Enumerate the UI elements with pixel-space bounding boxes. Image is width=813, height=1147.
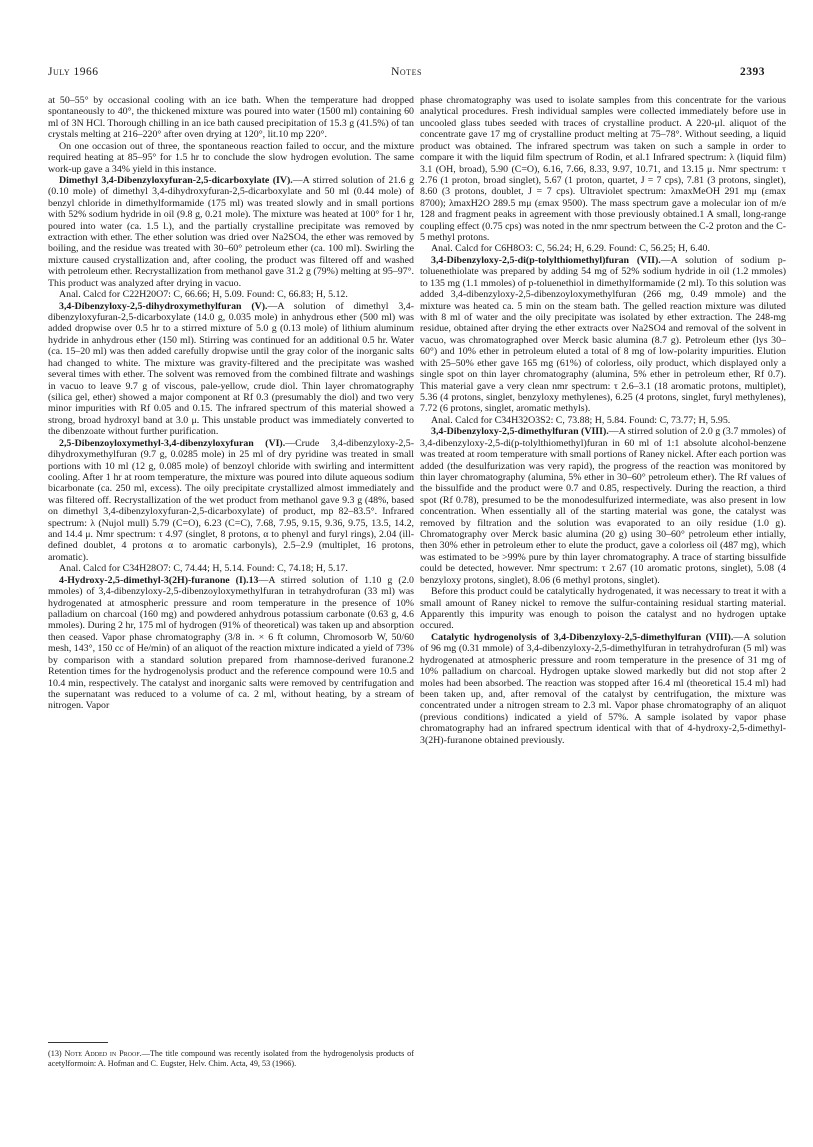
footnote-label: (13) Note Added in Proof.	[48, 1049, 142, 1058]
right-column	[420, 95, 786, 746]
section-heading: 3,4-Dibenzyloxy-2,5-dimethylfuran (VIII).	[431, 426, 609, 438]
left-column-paragraph	[48, 95, 414, 141]
left-column-paragraph	[48, 175, 414, 289]
paragraph-text: Anal. Calcd for C34H28O7: C, 74.44; H, 5.14. Found: C, 74.18; H, 5.17.	[59, 563, 348, 575]
right-column-paragraph	[420, 255, 786, 415]
left-column-paragraph	[48, 575, 414, 712]
paragraph-text: Anal. Calcd for C6H8O3: C, 56.24; H, 6.29. Found: C, 56.25; H, 6.40.	[431, 243, 710, 255]
right-column-paragraph	[420, 426, 786, 586]
paragraph-text: —A solution of 96 mg (0.31 mmole) of 3,4-dibenzyloxy-2,5-dimethylfuran in tetrahydrofuran (5 ml) was hydrogenated at atmospheric pressure and room temperature in the presence of 31 mg of 10% palladium on charcoal. Hydrogen uptake slowed markedly but did not stop after 2 moles had been absorbed. The reaction was stopped after 16.4 ml (theoretical 15.4 ml) had been taken up, and, after removal of the catalyst by centrifugation, the mixture was concentrated under a nitrogen stream to 2.3 ml. Vapor phase chromatography of an aliquot (previous conditions) indicated a yield of 57%. A sample isolated by vapor phase chromatography had an infrared spectrum identical with that of 4-hydroxy-2,5-dimethyl-3(2H)-furanone obtained previously.	[420, 631, 786, 746]
footnote-text: —The title compound was recently isolated from the hydrogenolysis products of acetylformoin: A. Hofman and C. Eugster, Helv. Chim. Acta, 49, 53 (1966).	[48, 1049, 414, 1068]
paragraph-text: —A stirred solution of 21.6 g (0.10 mole) of dimethyl 3,4-dihydroxyfuran-2,5-dicarboxylate and 50 ml (0.44 mole) of benzyl chloride in dimethylformamide (175 ml) was treated slowly and in small portions with 52% sodium hydride in oil (9.8 g, 0.21 mole). The mixture was heated at 100° for 1 hr, poured into water (ca. 1.5 l.), and the partially crystalline precipitate was removed by extraction with ether. The ether solution was dried over Na2SO4, the ether was removed by boiling, and the residue was treated with 30–60° petroleum ether (ca. 100 ml). Swirling the mixture caused crystallization and, after cooling, the product was filtered off and washed with petroleum ether. Recrystallization from methanol gave 31.2 g (79%) melting at 95–97°. This product was analyzed after drying in vacuo.	[48, 174, 414, 289]
paragraph-text: —A stirred solution of 2.0 g (3.7 mmoles) of 3,4-dibenzyloxy-2,5-di(p-tolylthiomethyl)furan in 60 ml of 1:1 absolute alcohol-benzene was treated at room temperature with small portions of Raney nickel. After each portion was added (the desulfurization was very rapid), the progress of the reaction was monitored by thin layer chromatography (alumina, 5% ether in 30–60° petroleum ether). The Rf values of the bissulfide and the product were 0.7 and 0.85, respectively. During the reaction, a third spot (Rf 0.78), presumed to be the monodesulfurized intermediate, was also present in low concentration. When essentially all of the starting material was gone, the catalyst was removed by filtration and the solution was evaporated to an oily residue (1.0 g). Chromatography over Merck basic alumina (20 g) using 30–60° petroleum ether intially, then 30% ether in petroleum ether to elute the product, gave a colorless oil (487 mg), which was estimated to be >99% pure by thin layer chromatography. A trace of starting bissulfide could be detected, however. Nmr spectrum: τ 2.67 (10 aromatic protons, singlet), 5.08 (4 benzyloxy protons, singlet), 8.06 (6 methyl protons, singlet).	[420, 426, 787, 586]
section-heading: 2,5-Dibenzoyloxymethyl-3,4-dibenzyloxyfuran (VI).	[59, 437, 286, 449]
left-column-paragraph	[48, 289, 414, 300]
section-heading: 4-Hydroxy-2,5-dimethyl-3(2H)-furanone (I).13	[59, 574, 259, 586]
paragraph-text: On one occasion out of three, the spontaneous reaction failed to occur, and the mixture required heating at 85–95° for 1.5 hr to conclude the slow hydrogen evolution. The same work-up gave a 34% yield in this instance.	[48, 140, 414, 175]
right-column-paragraph	[420, 586, 786, 632]
paragraph-text: Anal. Calcd for C34H32O3S2: C, 73.88; H, 5.84. Found: C, 73.77; H, 5.95.	[431, 414, 731, 426]
paragraph-text: —Crude 3,4-dibenzyloxy-2,5-dihydroxymethylfuran (9.7 g, 0.0285 mole) in 25 ml of dry pyridine was treated in small portions with 10 ml (12 g, 0.085 mole) of benzoyl chloride with swirling and intermittent cooling. After 1 hr at room temperature, the mixture was poured into dilute aqueous sodium bicarbonate (ca. 250 ml, excess). The oily precipitate crystallized almost immediately and was filtered off. Recrystallization of the wet product from methanol gave 9.3 g (48%, based on dimethyl 3,4-dibenzyloxyfuran-2,5-dicarboxylate) of product, mp 82–83.5°. Infrared spectrum: λ (Nujol mull) 5.79 (C=O), 6.23 (C=C), 7.68, 7.95, 9.15, 9.36, 9.75, 13.5, 14.2, and 14.4 μ. Nmr spectrum: τ 4.97 (singlet, 8 protons, α to phenyl and furyl rings), 2.04 (ill-defined doublet, 4 protons α to aromatic carbonyls), 2.5–2.9 (multiplet, 16 protons, aromatic).	[48, 437, 414, 563]
left-column-paragraph	[48, 141, 414, 175]
section-heading: Dimethyl 3,4-Dibenzyloxyfuran-2,5-dicarboxylate (IV).	[59, 174, 293, 186]
footnote	[48, 1049, 414, 1069]
paragraph-text: Anal. Calcd for C22H20O7: C, 66.66; H, 5.09. Found: C, 66.83; H, 5.12.	[59, 289, 348, 301]
header-section: Notes	[391, 66, 422, 78]
right-column-paragraph	[420, 243, 786, 254]
left-column-paragraph	[48, 438, 414, 564]
paragraph-text: Before this product could be catalytically hydrogenated, it was necessary to treat it with a small amount of Raney nickel to remove the sulfur-containing residual starting material. Apparently this impurity was enough to poison the catalyst and no hydrogen uptake occured.	[420, 586, 786, 632]
paragraph-text: —A stirred solution of 1.10 g (2.0 mmoles) of 3,4-dibenzyloxy-2,5-dibenzoyloxymethylfuran in tetrahydrofuran (33 ml) was hydrogenated at atmospheric pressure and room temperature in the presence of 10% palladium on charcoal (160 mg) and powdered anhydrous potassium carbonate (0.63 g, 4.6 mmoles). During 2 hr, 175 ml of hydrogen (91% of theoretical) was taken up and absorption then ceased. Vapor phase chromatography (3/8 in. × 6 ft column, Chromosorb W, 50/60 mesh, 143°, 150 cc of He/min) of an aliquot of the reaction mixture indicated a yield of 73% by comparison with a standard solution prepared from rhamnose-derived furanone.2 Retention times for the hydrogenolysis product and the reference compound were 10.5 and 10.4 min, respectively. The catalyst and inorganic salts were removed by centrifugation and the supernatant was reduced to a volume of ca. 2 ml, without heating, by a stream of nitrogen. Vapor	[48, 574, 414, 712]
paragraph-text: —A solution of sodium p-toluenethiolate was prepared by adding 54 mg of 52% sodium hydride in oil (1.2 mmoles) to 135 mg (1.1 mmoles) of p-toluenethiol in dimethylformamide (2 ml). To this solution was added 3,4-dibenzyloxy-2,5-dibenzoyloxymethylfuran (266 mg, 0.49 mmole) and the mixture was heated ca. 5 min on the steam bath. The gelled reaction mixture was diluted with 8 ml of water and the oily precipitate was isolated by ether extraction. The 248-mg residue, obtained after drying the ether extracts over Na2SO4 and removal of the solvent in vacuo, was chromatographed over Merck basic alumina (8.7 g). Petroleum ether (lys 30–60°) and 10% ether in petroleum eluted a total of 8 mg of low-polarity impurities. Elution with 25–50% ether gave 165 mg (61%) of colorless, oily product, which displayed only a single spot on thin layer chromatography (alumina, 5% ether in petroleum ether, Rf 0.7). This material gave a very clean nmr spectrum: τ 2.6–3.1 (18 aromatic protons, multiplet), 5.36 (4 protons, singlet, benzyloxy methylenes), 6.25 (4 protons, singlet, furyl methylenes), 7.72 (6 protons, singlet, aromatic methyls).	[420, 254, 786, 415]
paragraph-text: —A solution of dimethyl 3,4-dibenzyloxyfuran-2,5-dicarboxylate (14.0 g, 0.035 mole) in anhydrous ether (500 ml) was added dropwise over 0.5 hr to a stirred mixture of 5.0 g (0.13 mole) of lithium aluminum hydride in anhydrous ether (150 ml). Stirring was continued for an additional 0.5 hr. Water (ca. 15–20 ml) was then added carefully dropwise until the gray color of the inorganic salts had changed to white. The mixture was gravity-filtered and the precipitate was washed several times with ether. The solvent was removed from the combined filtrate and washings in vacuo to leave 9.7 g of viscous, pale-yellow, crude diol. Thin layer chromatography (silica gel, ether) showed a major component at Rf 0.3 (presumably the diol) and two very minor impurities with Rf 0.05 and 0.15. The infrared spectrum of this material showed a strong, broad hydroxyl band at 3.0 μ. This unstable product was immediately converted to the dibenzoate without further purification.	[48, 300, 414, 438]
section-heading: 3,4-Dibenzyloxy-2,5-di(p-tolylthiomethyl)furan (VII).	[431, 254, 661, 266]
right-column-paragraph	[420, 632, 786, 746]
section-heading: 3,4-Dibenzyloxy-2,5-dihydroxymethylfuran (V).	[59, 300, 268, 312]
section-heading: Catalytic hydrogenolysis of 3,4-Dibenzyloxy-2,5-dimethylfuran (VIII).	[431, 631, 734, 643]
right-column-paragraph	[420, 415, 786, 426]
right-column-paragraph	[420, 95, 786, 243]
footnote-divider	[48, 1042, 108, 1043]
left-column-paragraph	[48, 301, 414, 438]
left-column-paragraph	[48, 563, 414, 574]
header-date: July 1966	[48, 66, 99, 78]
header-page-number: 2393	[740, 66, 765, 78]
paragraph-text: at 50–55° by occasional cooling with an ice bath. When the temperature had dropped spontaneously to 40°, the thickened mixture was poured into water (1500 ml) containing 60 ml of 3N HCl. Thorough chilling in an ice bath caused precipitation of 15.3 g (41.5%) of tan crystals melting at 216–220° after oven drying at 120°, lit.10 mp 220°.	[48, 95, 414, 141]
left-column	[48, 95, 414, 712]
running-header	[48, 66, 765, 82]
paragraph-text: phase chromatography was used to isolate samples from this concentrate for the various analytical procedures. Fresh individual samples were collected immediately before use in uncooled glass tubes seeded with traces of crystalline product. A 220-μl. aliquot of the concentrate gave 17 mg of crystalline product melting at 75–78°. Without seeding, a liquid product was obtained. The infrared spectrum was taken on such a sample in order to compare it with the liquid film spectrum of Rodin, et al.1 Infrared spectrum: λ (liquid film) 3.1 (OH, broad), 5.90 (C=O), 6.16, 7.66, 8.33, 9.97, 10.71, and 13.15 μ. Nmr spectrum: τ 2.76 (1 proton, broad singlet), 5.67 (1 proton, quartet, J = 7 cps), 7.81 (3 protons, singlet), 8.60 (3 protons, doublet, J = 7 cps). Ultraviolet spectrum: λmaxMeOH 291 mμ (εmax 8700); λmaxH2O 289.5 mμ (εmax 9500). The mass spectrum gave a molecular ion of m/e 128 and fragment peaks in agreement with those previously obtained.1 A small, long-range coupling effect (0.75 cps) was noted in the nmr spectrum between the C-2 proton and the C-5 methyl protons.	[420, 95, 786, 244]
